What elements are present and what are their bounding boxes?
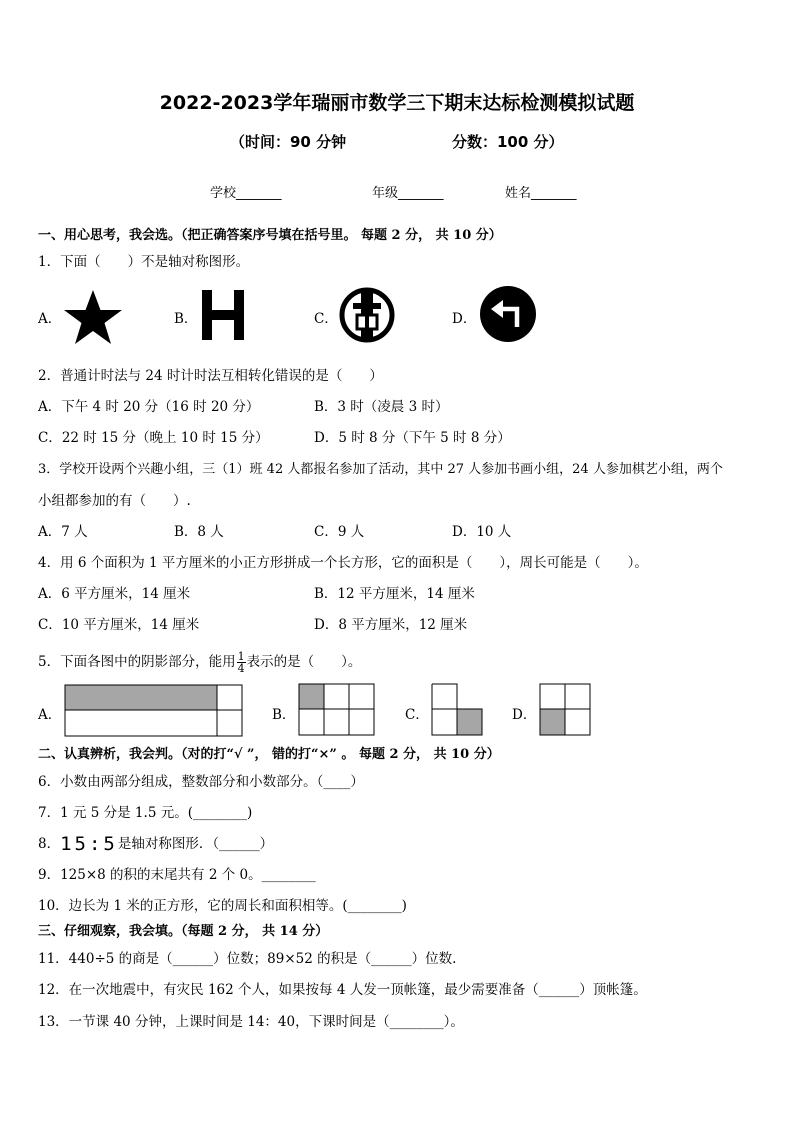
exam-time: （时间：90 分钟	[230, 133, 347, 151]
q5-option-b-label: B．	[272, 707, 296, 723]
q5-stem-before: 5．下面各图中的阴影部分，能用	[38, 654, 236, 670]
q5-figure-b	[298, 683, 376, 737]
q1-option-c-label: C．	[314, 311, 338, 327]
shaded-cell	[457, 709, 482, 735]
question-10: 10．边长为 1 米的正方形，它的周长和面积相等。(________)	[38, 898, 407, 914]
q5-figure-c	[431, 683, 485, 737]
fraction	[237, 651, 246, 674]
bank-logo-icon	[339, 287, 395, 343]
name-field: 姓名_______	[505, 186, 577, 201]
exam-score: 分数：100 分）	[452, 133, 564, 151]
section-heading-1: 一、用心思考，我会选。（把正确答案序号填在括号里。 每题 2 分， 共 10 分）	[38, 228, 502, 243]
fraction-numerator: 1	[237, 650, 245, 663]
grade-field: 年级_______	[372, 186, 444, 201]
question-2: 2．普通计时法与 24 时计时法互相转化错误的是（ ）	[38, 368, 383, 384]
question-6: 6．小数由两部分组成，整数部分和小数部分。（____）	[38, 774, 364, 790]
question-3-line-2: 小组都参加的有（ ）.	[38, 493, 191, 509]
page-title: 2022-2023学年瑞丽市数学三下期末达标检测模拟试题	[159, 92, 635, 114]
star-icon	[60, 286, 126, 346]
q8-prefix: 8．	[38, 836, 61, 852]
q1-option-b-label: B．	[174, 311, 198, 327]
q3-option-c: C．9 人	[314, 524, 365, 540]
question-7: 7．1 元 5 分是 1.5 元。(________)	[38, 805, 253, 821]
q3-option-b: B．8 人	[174, 524, 224, 540]
q5-option-d-label: D．	[512, 707, 537, 723]
q2-option-d: D．5 时 8 分（下午 5 时 8 分）	[314, 430, 511, 446]
q8-rest: 是轴对称图形．（______）	[117, 836, 274, 852]
shaded-cell	[299, 684, 324, 709]
shaded-cell	[540, 709, 565, 735]
q2-option-b: B．3 时（凌晨 3 时）	[314, 399, 449, 415]
section-heading-3: 三、仔细观察，我会填。（每题 2 分， 共 14 分）	[38, 924, 329, 939]
q3-option-a: A．7 人	[38, 524, 88, 540]
fraction-denominator: 4	[237, 662, 245, 675]
question-9: 9．125×8 的积的末尾共有 2 个 0。________	[38, 867, 316, 883]
q4-option-b: B．12 平方厘米，14 厘米	[314, 586, 475, 602]
letter-h-icon	[200, 288, 248, 342]
shaded-cell	[65, 685, 217, 710]
school-field: 学校_______	[210, 186, 282, 201]
question-8	[38, 832, 273, 855]
q5-figure-a	[64, 684, 244, 738]
q1-option-d-label: D．	[452, 311, 477, 327]
question-13: 13．一节课 40 分钟，上课时间是 14：40，下课时间是（________）。	[38, 1014, 464, 1030]
question-5	[38, 650, 361, 674]
digital-clock-display: 15:5	[60, 833, 118, 855]
question-11: 11．440÷5 的商是（______）位数；89×52 的积是（______）位数.	[38, 951, 457, 967]
question-1: 1．下面（ ）不是轴对称图形。	[38, 254, 250, 270]
turn-left-sign-icon	[479, 285, 537, 343]
q3-option-d: D．10 人	[452, 524, 512, 540]
section-heading-2: 二、认真辨析，我会判。（对的打“√ ”， 错的打“×” 。 每题 2 分， 共 10 分）	[38, 747, 500, 762]
q5-stem-after: 表示的是（ ）。	[246, 654, 362, 670]
q4-option-c: C．10 平方厘米，14 厘米	[38, 617, 200, 633]
question-4: 4．用 6 个面积为 1 平方厘米的小正方形拼成一个长方形，它的面积是（ ），周长可能是（ ）。	[38, 555, 648, 571]
q2-option-a: A．下午 4 时 20 分（16 时 20 分）	[38, 399, 260, 415]
q5-option-a-label: A．	[38, 707, 62, 723]
q4-option-a: A．6 平方厘米，14 厘米	[38, 586, 191, 602]
q5-figure-d	[539, 683, 593, 737]
q5-option-c-label: C．	[405, 707, 429, 723]
q4-option-d: D．8 平方厘米，12 厘米	[314, 617, 468, 633]
q1-option-a-label: A．	[38, 311, 62, 327]
question-12: 12．在一次地震中，有灾民 162 个人，如果按每 4 人发一顶帐篷，最少需要准备（______）顶帐篷。	[38, 982, 647, 998]
q2-option-c: C．22 时 15 分（晚上 10 时 15 分）	[38, 430, 269, 446]
question-3-line-1: 3．学校开设两个兴趣小组，三（1）班 42 人都报名参加了活动，其中 27 人参加书画小组，24 人参加棋艺小组，两个	[38, 462, 723, 477]
